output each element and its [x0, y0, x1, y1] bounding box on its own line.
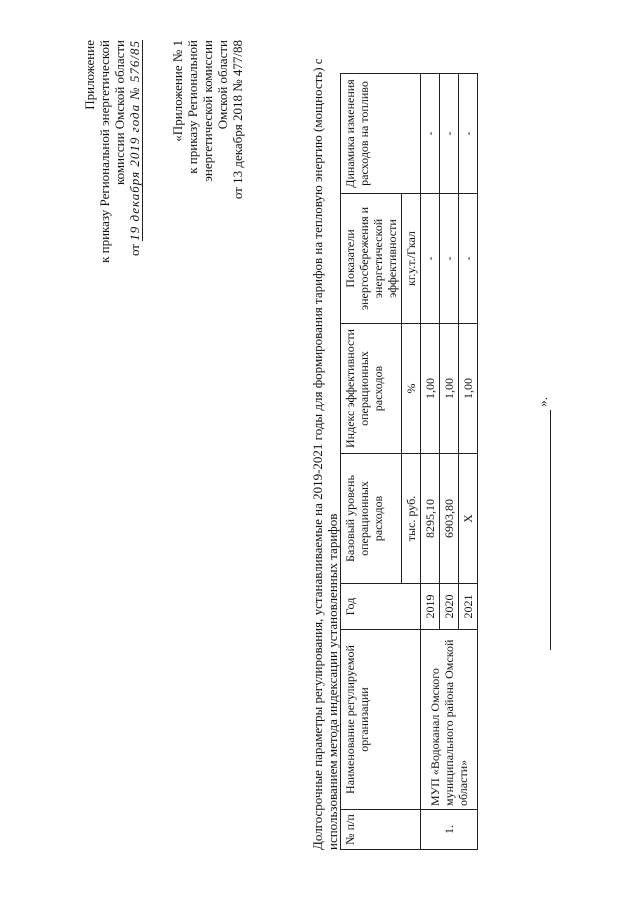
header-year: Год [341, 584, 421, 630]
cell-base: Х [459, 454, 478, 584]
cell-base: 8295,10 [421, 454, 440, 584]
appendix-header [82, 40, 143, 263]
header-number: № п/п [341, 810, 421, 850]
cell-energy: - [421, 194, 440, 324]
cell-organization: МУП «Водоканал Омского муниципального района Омской области» [421, 630, 478, 810]
cell-energy: - [440, 194, 459, 324]
table-title: Долгосрочные параметры регулирования, устанавливаемые на 2019-2021 годы для формирования тарифов на тепловую энергию (мощность) с использованием метода индексации установленных тарифов [310, 58, 340, 850]
closing-quote: ». [535, 397, 550, 407]
unit-index: % [402, 324, 421, 454]
unit-energy: кг.у.т./Гкал [402, 194, 421, 324]
cell-row-number: 1. [421, 810, 478, 850]
handwritten-date-number: 19 декабря 2019 года № 576/85 [127, 40, 142, 241]
header-energy-saving: Показатели энергосбережения и энергетической эффективности [341, 194, 402, 324]
cell-year: 2021 [459, 584, 478, 630]
signature-prefix: от [127, 244, 142, 257]
cell-fuel: - [440, 74, 459, 194]
closing-mark [535, 397, 551, 650]
cell-base: 6903,80 [440, 454, 459, 584]
appendix-signature-line [127, 40, 143, 263]
closing-underline [550, 410, 551, 650]
prev-appendix-line-1: к приказу Региональной [185, 40, 200, 174]
header-base-level: Базовый уровень операционных расходов [341, 454, 402, 584]
header-efficiency-index: Индекс эффективности операционных расходов [341, 324, 402, 454]
previous-appendix-header [170, 40, 245, 199]
cell-index: 1,00 [421, 324, 440, 454]
cell-year: 2019 [421, 584, 440, 630]
header-organization: Наименование регулируемой организации [341, 630, 421, 810]
table-row [421, 74, 440, 850]
unit-base: тыс. руб. [402, 454, 421, 584]
prev-appendix-line-3: Омской области [215, 40, 230, 130]
cell-index: 1,00 [459, 324, 478, 454]
appendix-title: Приложение [82, 40, 97, 110]
cell-fuel: - [459, 74, 478, 194]
prev-appendix-line-2: энергетической комиссии [200, 40, 215, 182]
header-fuel-dynamics: Динамика изменения расходов на топливо [341, 74, 421, 194]
appendix-line-1: к приказу Региональной энергетической [97, 40, 112, 263]
tariff-parameters-table [340, 73, 478, 850]
cell-index: 1,00 [440, 324, 459, 454]
cell-fuel: - [421, 74, 440, 194]
cell-year: 2020 [440, 584, 459, 630]
rotated-document-page [20, 20, 620, 880]
cell-energy: - [459, 194, 478, 324]
table-header-row [341, 74, 402, 850]
appendix-line-2: комиссии Омской области [112, 40, 127, 185]
prev-appendix-line-4: от 13 декабря 2018 № 477/88 [230, 40, 245, 200]
prev-appendix-title: «Приложение № 1 [170, 40, 185, 142]
